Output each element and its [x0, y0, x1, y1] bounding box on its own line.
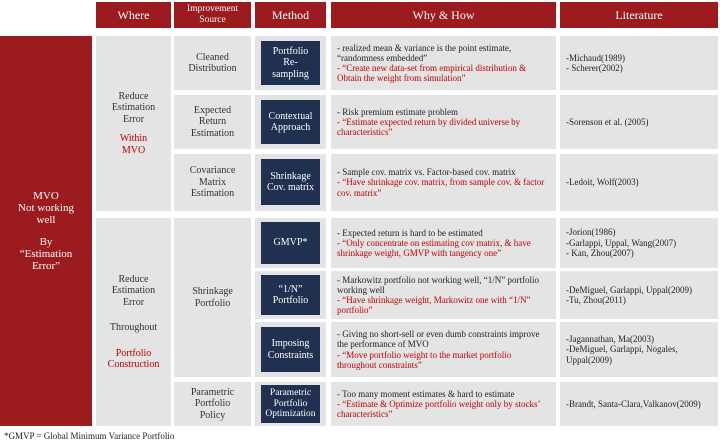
lit-1n-portfolio: -DeMiguel, Garlappi, Uppal(2009) -Tu, Zhou(2011) [560, 271, 718, 319]
method-shrinkage-cov: Shrinkage Cov. matrix [261, 159, 320, 205]
where-within-mvo: Reduce Estimation Error Within MVO [96, 36, 171, 211]
method-parametric-optimization: Parametric Portfolio Optimization [261, 385, 320, 423]
header-why-how: Why & How [331, 2, 556, 28]
lit-contextual-approach: -Sorenson et al. (2005) [560, 95, 718, 149]
method-imposing-constraints: Imposing Constraints [261, 327, 320, 372]
why-portfolio-resampling: - realized mean & variance is the point estimate, “randomness embedded” - “Create new data-set from empirical distribution & Obtain the weight from simulation” [331, 36, 556, 90]
header-where: Where [96, 2, 171, 28]
why-1n-portfolio: - Markowitz portfolio not working well, “1/N” portfolio working well - “Have shrinkage weight, Markowitz one with “1/N” portfolio” [331, 271, 556, 319]
header-method: Method [255, 2, 326, 28]
source-shrinkage-portfolio: Shrinkage Portfolio [174, 218, 251, 377]
source-covariance-matrix: Covariance Matrix Estimation [174, 154, 251, 211]
why-gmvp: - Expected return is hard to be estimated - “Only concentrate on estimating cov matrix, & have shrinkage weight, GMVP with tangency one” [331, 218, 556, 268]
lit-imposing-constraints: -Jagannathan, Ma(2003) -DeMiguel, Garlappi, Nogales, Uppal(2009) [560, 322, 718, 377]
lit-parametric-optimization: -Brandt, Santa-Clara,Valkanov(2009) [560, 382, 718, 426]
method-contextual-approach: Contextual Approach [261, 100, 320, 144]
why-contextual-approach: - Risk premium estimate problem - “Estimate expected return by divided universe by characteristics” [331, 95, 556, 149]
problem-label: MVO Not working well By “Estimation Error” [0, 36, 92, 426]
header-literature: Literature [560, 2, 718, 28]
where-portfolio-construction: Reduce Estimation Error Throughout Portfolio Construction [96, 218, 171, 426]
method-portfolio-resampling: Portfolio Re- sampling [261, 41, 320, 85]
source-cleaned-distribution: Cleaned Distribution [174, 36, 251, 90]
method-gmvp: GMVP* [261, 222, 320, 264]
method-1n-portfolio: “1/N” Portfolio [261, 275, 320, 315]
header-improvement-source: Improvement Source [174, 2, 251, 28]
lit-gmvp: -Jorion(1986) -Garlappi, Uppal, Wang(2007) - Kan, Zhou(2007) [560, 218, 718, 268]
source-parametric-policy: Parametric Portfolio Policy [174, 382, 251, 426]
why-shrinkage-cov: - Sample cov. matrix vs. Factor-based cov. matrix - “Have shrinkage cov. matrix, from sample cov. & factor cov. matrix” [331, 154, 556, 211]
source-expected-return: Expected Return Estimation [174, 95, 251, 149]
why-imposing-constraints: - Giving no short-sell or even dumb constraints improve the performance of MVO - “Move portfolio weight to the market portfolio throughout constraints” [331, 322, 556, 377]
lit-portfolio-resampling: -Michaud(1989) - Scherer(2002) [560, 36, 718, 90]
why-parametric-optimization: - Too many moment estimates & hard to estimate - “Estimate & Optimize portfolio weight only by stocks’ characteristics” [331, 382, 556, 426]
footnote: *GMVP = Global Minimum Variance Portfolio [4, 431, 175, 441]
lit-shrinkage-cov: -Ledoit, Wolf(2003) [560, 154, 718, 211]
